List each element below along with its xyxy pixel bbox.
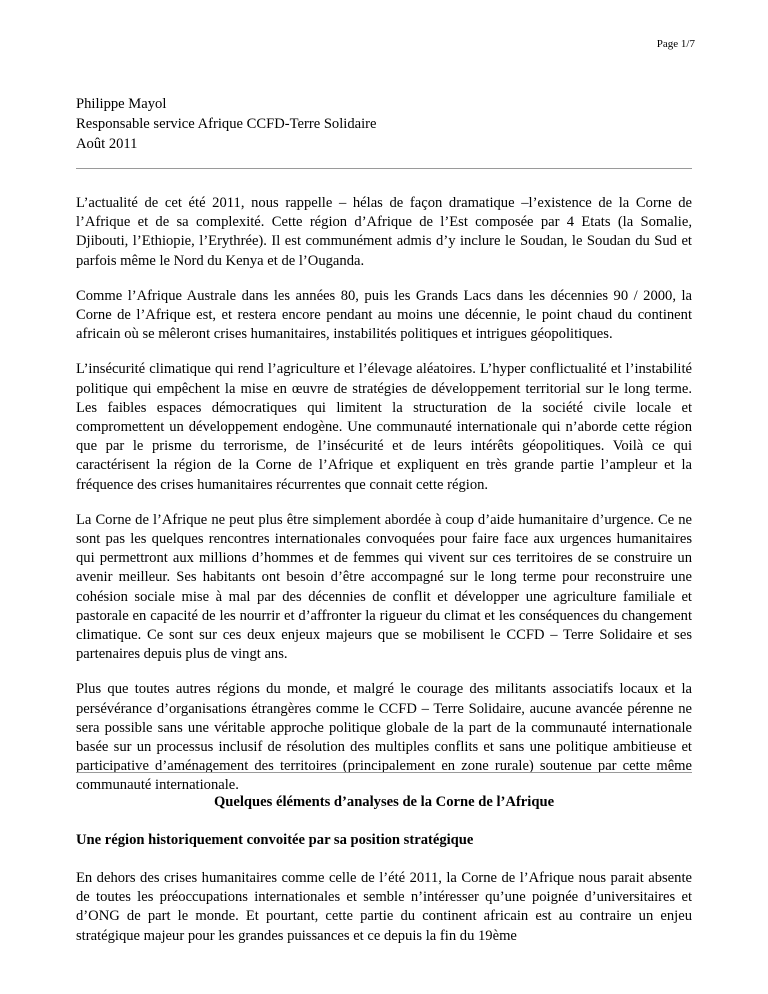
- section-paragraph-1: En dehors des crises humanitaires comme celle de l’été 2011, la Corne de l’Afrique nous parait absente de toutes les préoccupations internationales et semble n’intéresser qu’une poignée d’universitaires et d’ONG de part le monde. Et pourtant, cette partie du continent africain est au contraire un enjeu stratégique majeur pour les grandes puissances et ce depuis la fin du 19ème: [76, 870, 692, 944]
- section-text: [76, 869, 692, 962]
- intro-text: [76, 194, 692, 812]
- intro-paragraph-3: L’insécurité climatique qui rend l’agriculture et l’élevage aléatoires. L’hyper conflictualité et l’instabilité politique qui empêchent la mise en œuvre de stratégies de développement territorial sur le long terme. Les faibles espaces démocratiques qui limitent la structuration de la société civile locale et compromettent un développement endogène. Une communauté internationale qui n’aborde cette région que par le prisme du terrorisme, de l’insécurité et de leurs intérêts géopolitiques. Voilà ce qui caractérisent la région de la Corne de l’Afrique et expliquent en très grande partie l’ampleur et la fréquence des crises humanitaires récurrentes que connait cette région.: [76, 361, 692, 493]
- intro-paragraph-1: L’actualité de cet été 2011, nous rappelle – hélas de façon dramatique –l’existence de la Corne de l’Afrique et de sa complexité. Cette région d’Afrique de l’Est composée par 4 Etats (la Somalie, Djibouti, l’Ethiopie, l’Erythrée). Il est communément admis d’y inclure le Soudan, le Soudan du Sud et parfois même le Nord du Kenya et de l’Ouganda.: [76, 195, 692, 269]
- author-role: Responsable service Afrique CCFD-Terre Solidaire: [76, 116, 377, 132]
- intro-paragraph-2: Comme l’Afrique Australe dans les années 80, puis les Grands Lacs dans les décennies 90 / 2000, la Corne de l’Afrique est, et restera encore pendant au moins une décennie, le point chaud du continent africain où se mêleront crises humanitaires, instabilités politiques et intrigues géopolitiques.: [76, 287, 692, 343]
- section-subtitle: Une région historiquement convoitée par sa position stratégique: [76, 832, 474, 848]
- intro-paragraph-5: Plus que toutes autres régions du monde, et malgré le courage des militants associatifs locaux et la persévérance d’organisations étrangères comme le CCFD – Terre Solidaire, aucune avancée pérenne ne sera possible sans une véritable approche politique globale de la part de la communauté internationale basée sur un processus inclusif de résolution des multiples conflits et sans une politique ambitieuse et participative d’aménagement des territoires (principalement en zone rurale) soutenue par cette même communauté internationale.: [76, 681, 692, 794]
- top-divider: [76, 168, 692, 169]
- section-title: Quelques éléments d’analyses de la Corne de l’Afrique: [213, 794, 555, 810]
- page-number: Page 1/7: [656, 38, 695, 50]
- author-block: [76, 94, 377, 154]
- intro-paragraph-4: La Corne de l’Afrique ne peut plus être simplement abordée à coup d’aide humanitaire d’urgence. Ce ne sont pas les quelques rencontres internationales convoquées pour faire face aux urgences humanitaires qui permettront aux millions d’hommes et de femmes qui vivent sur ces territoires de se construire un avenir meilleur. Ses habitants ont besoin d’être accompagné sur le long terme pour reconstruire une cohésion sociale mise à mal par des décennies de conflit et développer une agriculture familiale et pastorale en capacité de les nourrir et d’affronter la rigueur du climat et les conséquences du changement climatique. Ce sont sur ces deux enjeux majeurs que se mobilisent le CCFD – Terre Solidaire et ses partenaires depuis plus de vingt ans.: [76, 511, 692, 663]
- section-divider: [76, 772, 692, 773]
- document-date: Août 2011: [76, 136, 138, 152]
- author-name: Philippe Mayol: [76, 96, 167, 112]
